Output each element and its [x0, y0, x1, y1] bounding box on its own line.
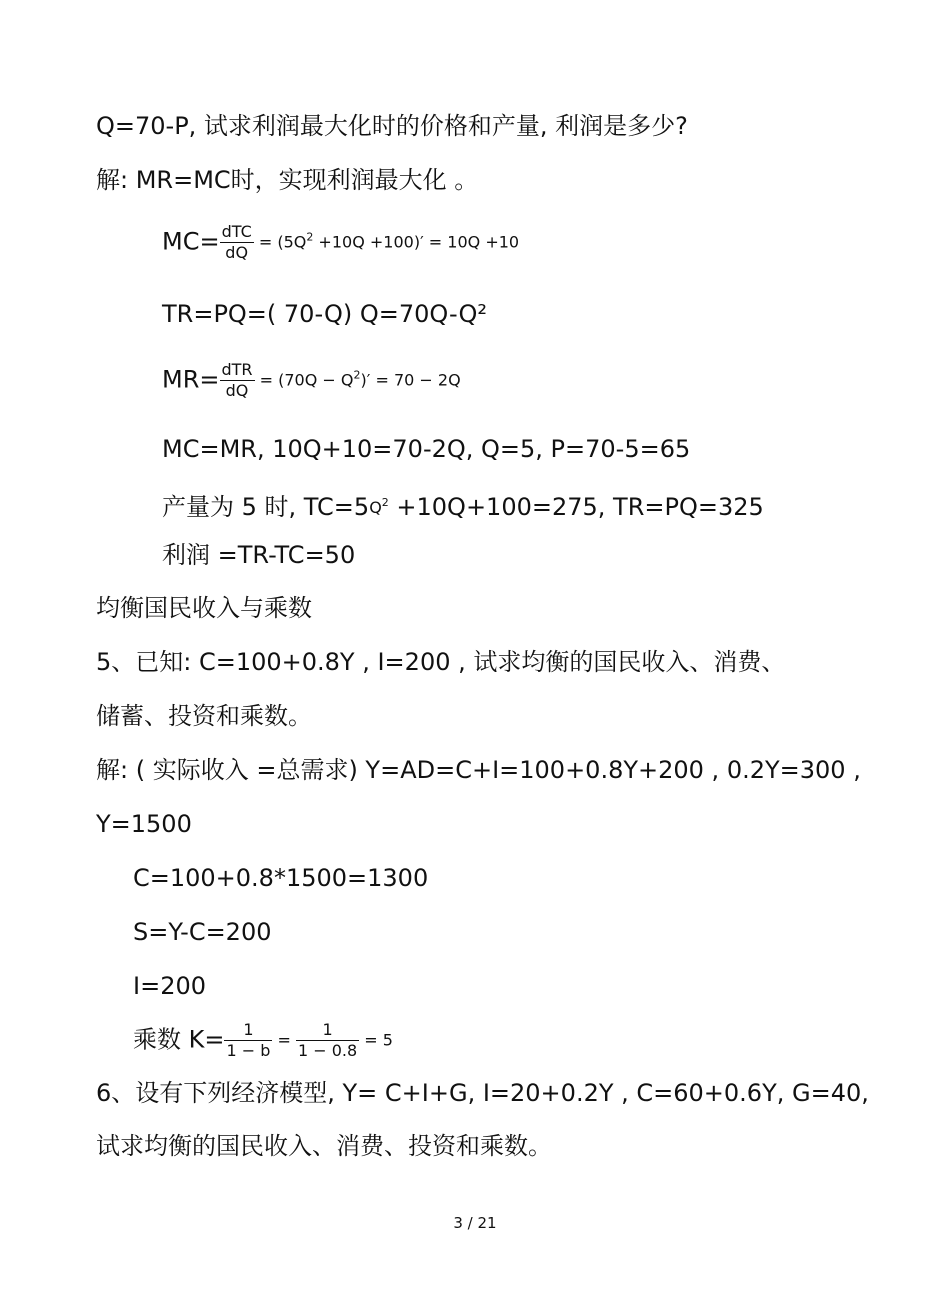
mc-lhs: MC=	[162, 227, 220, 256]
output-q: Q	[369, 498, 382, 517]
multiplier-fraction-1	[224, 1020, 272, 1061]
consumption-line: C=100+0.8*1500=1300	[133, 864, 429, 892]
problem6-line1: 6、设有下列经济模型, Y= C+I+G, I=20+0.2Y , C=60+0.6Y, G=40,	[96, 1079, 869, 1107]
mc-fraction	[220, 222, 254, 263]
multiplier-formula	[133, 1020, 393, 1061]
multiplier-denominator-1: 1 − b	[226, 1041, 271, 1060]
problem5-line2: 储蓄、投资和乘数。	[96, 702, 312, 730]
multiplier-fraction-2	[296, 1020, 359, 1061]
problem-question-line: Q=70-P, 试求利润最大化时的价格和产量, 利润是多少?	[96, 112, 688, 140]
multiplier-denominator-2: 1 − 0.8	[297, 1041, 358, 1060]
problem5-solution-line: 解: ( 实际收入 =总需求) Y=AD=C+I=100+0.8Y+200 , 0.2Y=300 ,	[96, 756, 861, 784]
problem5-y-result: Y=1500	[96, 810, 192, 838]
mc-rhs-b: +10Q +100)′ = 10Q +10	[313, 232, 520, 252]
multiplier-lhs: 乘数 K=	[133, 1025, 225, 1054]
output-superscript: 2	[381, 496, 389, 509]
mc-formula	[162, 222, 519, 263]
mc-mr-equation-line: MC=MR, 10Q+10=70-2Q, Q=5, P=70-5=65	[162, 435, 691, 463]
mr-fraction	[220, 360, 255, 401]
mr-formula	[162, 360, 461, 401]
output-line	[162, 488, 764, 523]
problem5-line1: 5、已知: C=100+0.8Y , I=200 , 试求均衡的国民收入、消费、	[96, 648, 786, 676]
solution-intro-line: 解: MR=MC时，实现利润最大化 。	[96, 166, 479, 194]
mc-rhs-a: = (5Q	[253, 232, 307, 252]
section-title: 均衡国民收入与乘数	[96, 594, 312, 622]
output-part-a: 产量为 5 时, TC=5	[162, 493, 370, 521]
mr-superscript: 2	[353, 368, 361, 382]
mr-numerator: dTR	[221, 360, 253, 379]
multiplier-equals-1: =	[272, 1030, 296, 1050]
tr-line: TR=PQ=( 70-Q) Q=70Q-Q²	[162, 300, 488, 328]
mc-superscript: 2	[306, 230, 314, 244]
mr-denominator: dQ	[225, 381, 249, 400]
multiplier-numerator-1: 1	[224, 1020, 272, 1041]
mr-rhs-b: )′ = 70 − 2Q	[360, 370, 461, 390]
multiplier-equals-2: = 5	[359, 1030, 393, 1050]
mc-denominator: dQ	[225, 243, 249, 262]
page-number: 3 / 21	[453, 1214, 497, 1232]
output-part-b: +10Q+100=275, TR=PQ=325	[388, 493, 764, 521]
profit-line: 利润 =TR-TC=50	[162, 541, 356, 569]
investment-line: I=200	[133, 972, 206, 1000]
problem6-line2: 试求均衡的国民收入、消费、投资和乘数。	[96, 1132, 552, 1160]
mr-lhs: MR=	[162, 365, 220, 394]
mc-numerator: dTC	[221, 222, 252, 241]
multiplier-numerator-2: 1	[296, 1020, 359, 1041]
saving-line: S=Y-C=200	[133, 918, 272, 946]
mr-rhs-a: = (70Q − Q	[254, 370, 354, 390]
